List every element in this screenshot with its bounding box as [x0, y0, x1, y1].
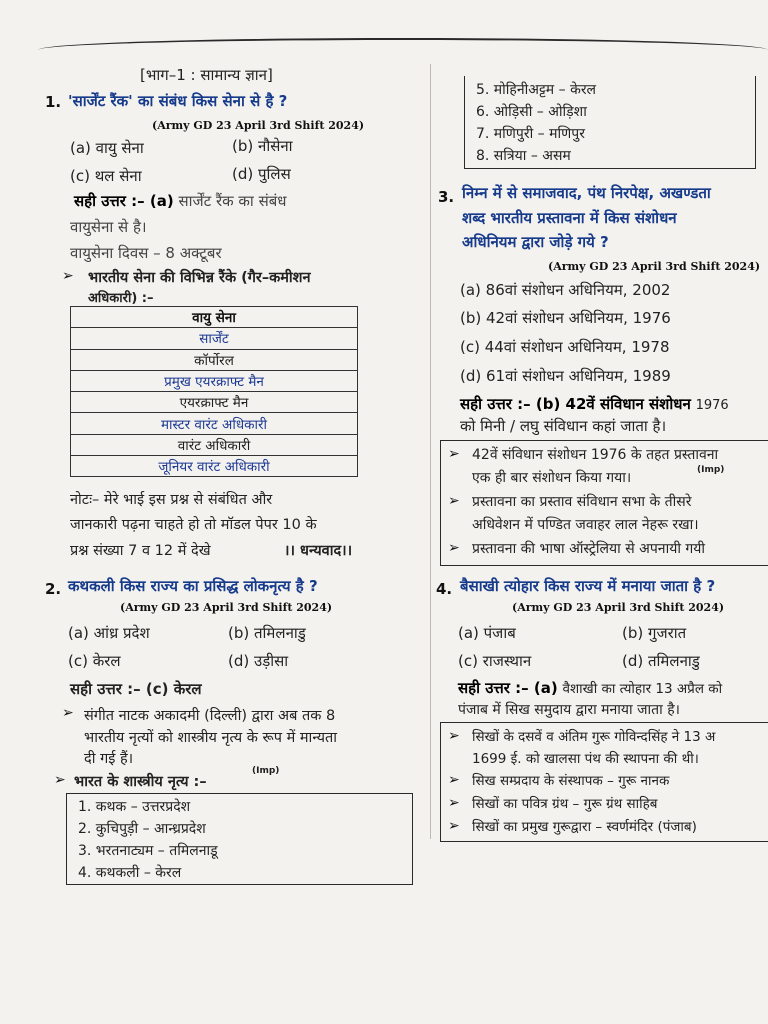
- q3-question-3: अधिनियम द्वारा जोड़े गये ?: [462, 233, 609, 251]
- table-row: कॉर्पोरल: [71, 349, 358, 370]
- q2-bullet-1: संगीत नाटक अकादमी (दिल्ली) द्वारा अब तक 8: [84, 708, 336, 724]
- q1-option-b: (b) नौसेना: [232, 137, 293, 155]
- q1-footnote-1: नोटः– मेरे भाई इस प्रश्न से संबंधित और: [70, 492, 273, 508]
- q1-ranks-bullet: भारतीय सेना की विभिन्न रैंके (गैर–कमीशन: [88, 270, 311, 286]
- q3-answer-year: 1976: [695, 398, 729, 413]
- q1-answer-label: सही उत्तर :– (a): [74, 192, 174, 210]
- q3-fact-2b: अधिवेशन में पण्डित जवाहर लाल नेहरू रखा।: [472, 517, 699, 533]
- list-item: 4. कथकली – केरल: [78, 865, 182, 881]
- table-row: एयरक्राफ्ट मैन: [71, 392, 358, 413]
- q4-option-c: (c) राजस्थान: [458, 652, 532, 670]
- q1-airforce-day: वायुसेना दिवस – 8 अक्टूबर: [70, 244, 222, 262]
- q4-number: 4.: [436, 580, 453, 598]
- q3-question-1: निम्न में से समाजवाद, पंथ निरपेक्ष, अखण्डता: [462, 184, 711, 202]
- q4-answer: [458, 678, 722, 698]
- q1-source: (Army GD 23 April 3rd Shift 2024): [152, 119, 365, 132]
- q3-fact-1: 42वें संविधान संशोधन 1976 के तहत प्रस्तावना: [472, 447, 719, 463]
- list-item: 3. भरतनाट्यम – तमिलनाडू: [78, 843, 218, 859]
- q3-option-d: (d) 61वां संशोधन अधिनियम, 1989: [460, 367, 671, 385]
- q1-option-c: (c) थल सेना: [70, 167, 142, 185]
- list-item: 8. सत्रिया – असम: [476, 148, 571, 164]
- q1-answer-line2: वायुसेना से है।: [70, 218, 147, 236]
- q2-source: (Army GD 23 April 3rd Shift 2024): [120, 601, 333, 614]
- q3-answer-line2: को मिनी / लघु संविधान कहां जाता है।: [460, 417, 667, 435]
- q1-footnote-2: जानकारी पढ़ना चाहते हो तो मॉडल पेपर 10 के: [70, 517, 317, 533]
- q2-question: कथकली किस राज्य का प्रसिद्ध लोकनृत्य है ?: [68, 577, 318, 595]
- arrow-bullet-icon: ➢: [62, 268, 74, 284]
- q1-footnote-3: प्रश्न संख्या 7 व 12 में देखे: [70, 543, 211, 559]
- q1-answer: [74, 191, 287, 211]
- q2-option-b: (b) तमिलनाडु: [228, 624, 306, 642]
- arrow-bullet-icon: ➢: [448, 728, 460, 744]
- q4-answer-text: वैशाखी का त्योहार 13 अप्रैल को: [562, 681, 723, 697]
- list-item: 7. मणिपुरी – मणिपुर: [476, 126, 585, 142]
- q3-question-2: शब्द भारतीय प्रस्तावना में किस संशोधन: [462, 209, 677, 227]
- page-top-rule: [38, 38, 768, 52]
- q2-imp-tag: (Imp): [252, 766, 280, 776]
- q4-question: बैसाखी त्योहार किस राज्य में मनाया जाता है ?: [460, 577, 716, 595]
- q3-option-c: (c) 44वां संशोधन अधिनियम, 1978: [460, 338, 670, 356]
- column-divider: [430, 64, 431, 839]
- q4-option-b: (b) गुजरात: [622, 624, 687, 642]
- q3-answer: [460, 394, 729, 414]
- arrow-bullet-icon: ➢: [62, 705, 74, 721]
- q2-bullet-1c: दी गई हैं।: [84, 751, 134, 767]
- q3-imp-tag: (Imp): [697, 465, 725, 475]
- airforce-ranks-table: [70, 306, 358, 477]
- q3-fact-1b: एक ही बार संशोधन किया गया।: [472, 470, 632, 486]
- q1-answer-text: सार्जेंट रैंक का संबंध: [178, 192, 287, 210]
- q3-fact-3: प्रस्तावना की भाषा ऑस्ट्रेलिया से अपनायी गयी: [472, 541, 706, 557]
- q1-ranks-bullet-cont: अधिकारी) :–: [88, 291, 154, 306]
- q2-number: 2.: [45, 580, 62, 598]
- q4-fact-3: सिखों का पवित्र ग्रंथ – गुरू ग्रंथ साहिब: [472, 796, 658, 812]
- arrow-bullet-icon: ➢: [448, 540, 460, 556]
- q3-number: 3.: [438, 188, 455, 206]
- q4-option-a: (a) पंजाब: [458, 624, 516, 642]
- table-row: वारंट अधिकारी: [71, 434, 358, 455]
- q3-answer-label: सही उत्तर :– (b) 42वें संविधान संशोधन: [460, 395, 691, 413]
- q4-answer-label: सही उत्तर :– (a): [458, 679, 558, 697]
- table-header: वायु सेना: [71, 307, 358, 328]
- q2-bullet-1b: भारतीय नृत्यों को शास्त्रीय नृत्य के रूप में मान्यता: [84, 730, 338, 746]
- q4-option-d: (d) तमिलनाडु: [622, 652, 700, 670]
- arrow-bullet-icon: ➢: [54, 772, 66, 788]
- q1-option-d: (d) पुलिस: [232, 165, 291, 183]
- arrow-bullet-icon: ➢: [448, 772, 460, 788]
- q1-number: 1.: [45, 93, 62, 111]
- q2-option-d: (d) उड़ीसा: [228, 652, 289, 670]
- q2-answer: सही उत्तर :– (c) केरल: [70, 680, 202, 698]
- q1-footnote-thanks: ।। धन्यवाद।।: [284, 543, 353, 559]
- list-item: 6. ओड़िसी – ओड़िशा: [476, 104, 587, 120]
- arrow-bullet-icon: ➢: [448, 795, 460, 811]
- q2-classical-dances-heading: भारत के शास्त्रीय नृत्य :–: [74, 774, 207, 790]
- q4-fact-4: सिखों का प्रमुख गुरूद्वारा – स्वर्णमंदिर (पंजाब): [472, 819, 697, 835]
- table-row: सार्जेंट: [71, 328, 358, 349]
- q3-fact-2: प्रस्तावना का प्रस्ताव संविधान सभा के तीसरे: [472, 494, 692, 510]
- q4-fact-2: सिख सम्प्रदाय के संस्थापक – गुरू नानक: [472, 773, 670, 789]
- q1-option-a: (a) वायु सेना: [70, 139, 144, 157]
- q4-source: (Army GD 23 April 3rd Shift 2024): [512, 601, 725, 614]
- arrow-bullet-icon: ➢: [448, 446, 460, 462]
- list-item: 1. कथक – उत्तरप्रदेश: [78, 799, 191, 815]
- section-title: [भाग–1 : सामान्य ज्ञान]: [140, 66, 273, 84]
- q3-source: (Army GD 23 April 3rd Shift 2024): [548, 260, 761, 273]
- arrow-bullet-icon: ➢: [448, 493, 460, 509]
- q1-question: 'सार्जेंट रैंक' का संबंध किस सेना से है ?: [68, 92, 288, 110]
- table-row: जूनियर वारंट अधिकारी: [71, 456, 358, 477]
- list-item: 5. मोहिनीअट्टम – केरल: [476, 82, 597, 98]
- list-item: 2. कुचिपुड़ी – आन्ध्रप्रदेश: [78, 821, 206, 837]
- q4-fact-1b: 1699 ई. को खालसा पंथ की स्थापना की थी।: [472, 751, 699, 767]
- table-row: प्रमुख एयरक्राफ्ट मैन: [71, 370, 358, 391]
- q2-option-a: (a) आंध्र प्रदेश: [68, 624, 150, 642]
- q4-answer-line2: पंजाब में सिख समुदाय द्वारा मनाया जाता है।: [458, 702, 680, 718]
- arrow-bullet-icon: ➢: [448, 818, 460, 834]
- table-row: मास्टर वारंट अधिकारी: [71, 413, 358, 434]
- q3-option-a: (a) 86वां संशोधन अधिनियम, 2002: [460, 281, 671, 299]
- q4-fact-1: सिखों के दसवें व अंतिम गुरू गोविन्दसिंह ने 13 अ: [472, 729, 716, 745]
- q3-option-b: (b) 42वां संशोधन अधिनियम, 1976: [460, 309, 671, 327]
- q2-option-c: (c) केरल: [68, 652, 121, 670]
